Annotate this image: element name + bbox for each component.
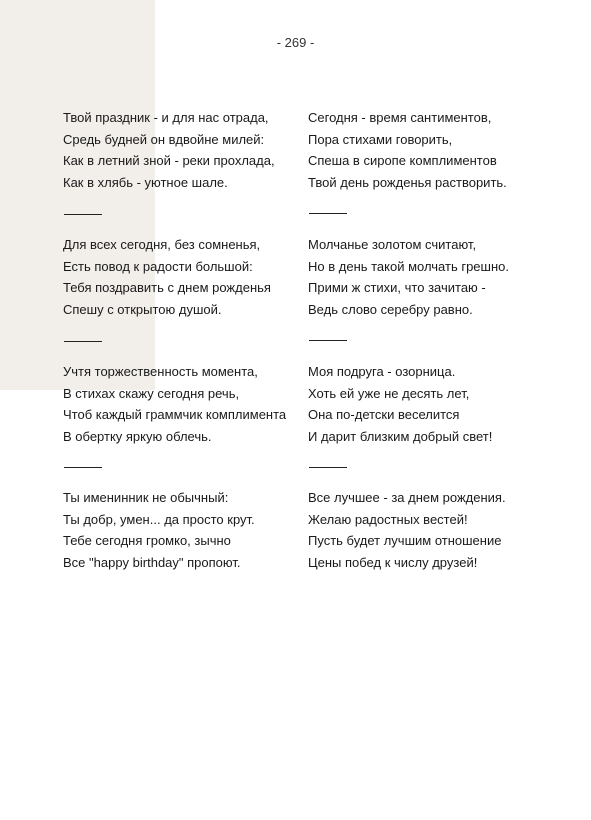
stanza-divider (64, 341, 102, 342)
poem-line: Пусть будет лучшим отношение (308, 533, 502, 549)
poem-line: Ты добр, умен... да просто крут. (63, 511, 255, 527)
page-number: - 269 - (276, 35, 315, 50)
poem-line: В стихах скажу сегодня речь, (63, 385, 240, 401)
poem-line: Пора стихами говорить, (308, 131, 453, 147)
poem-line: Учтя торжественность момента, (63, 364, 258, 379)
poem-line: Но в день такой молчать грешно. (308, 258, 509, 274)
stanza-divider (309, 467, 347, 468)
poem-line: Спеша в сиропе комплиментов (308, 153, 497, 169)
poem-line: Тебя поздравить с днем рожденья (63, 280, 271, 296)
poem-line: Цены побед к числу друзей! (308, 555, 478, 571)
poem-line: Ты именинник не обычный: (63, 490, 229, 505)
stanza (308, 361, 568, 448)
poem-line: Молчанье золотом считают, (308, 237, 477, 252)
poem-line: Как в летний зной - реки прохлада, (63, 153, 275, 169)
poem-line: Для всех сегодня, без сомненья, (63, 237, 261, 252)
poem-line: Моя подруга - озорница. (308, 364, 456, 379)
poem-line: Тебе сегодня громко, зычно (63, 533, 231, 549)
stanza-divider (64, 214, 102, 215)
stanza-divider (64, 467, 102, 468)
poem-line: Все "happy birthday" пропоют. (63, 555, 241, 571)
stanza-divider (309, 213, 347, 214)
stanza (63, 487, 323, 574)
poem-line: Как в хлябь - уютное шале. (63, 175, 228, 191)
poem-line: Средь будней он вдвойне милей: (63, 131, 265, 147)
poem-line: Есть повод к радости большой: (63, 258, 253, 274)
poem-line: И дарит близким добрый свет! (308, 429, 493, 445)
poem-line: Твой день рожденья растворить. (308, 175, 507, 191)
poem-line: Ведь слово серебру равно. (308, 302, 473, 318)
poem-line: Сегодня - время сантиментов, (308, 110, 492, 125)
poem-line: Желаю радостных вестей! (308, 511, 468, 527)
poem-line: В обертку яркую облечь. (63, 429, 212, 445)
poem-line: Все лучшее - за днем рождения. (308, 490, 506, 505)
stanza (308, 487, 568, 574)
stanza (308, 107, 568, 194)
poem-line: Твой праздник - и для нас отрада, (63, 110, 269, 125)
stanza (63, 361, 323, 448)
stanza-divider (309, 340, 347, 341)
decorative-side-block (0, 0, 155, 390)
stanza (63, 107, 323, 194)
poem-line: Спешу с открытою душой. (63, 302, 222, 318)
stanza (308, 234, 568, 321)
poem-line: Прими ж стихи, что зачитаю - (308, 280, 486, 296)
poem-line: Чтоб каждый граммчик комплимента (63, 407, 287, 423)
stanza (63, 234, 323, 321)
poem-line: Хоть ей уже не десять лет, (308, 385, 470, 401)
poem-line: Она по-детски веселится (308, 407, 460, 423)
